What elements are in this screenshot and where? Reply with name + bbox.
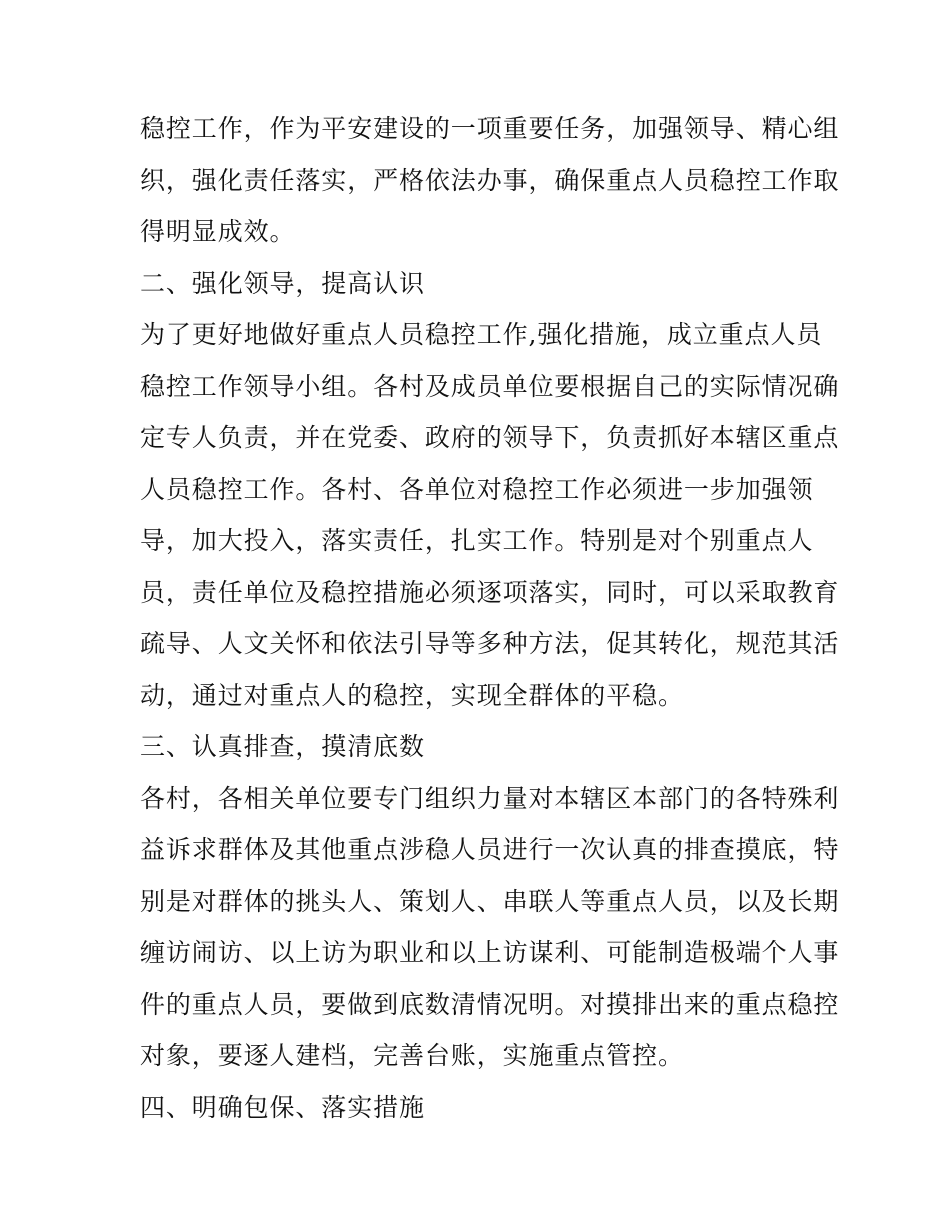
body-text-line: 人员稳控工作。各村、各单位对稳控工作必须进一步加强领 bbox=[140, 474, 814, 504]
body-text-line: 各村，各相关单位要专门组织力量对本辖区本部门的各特殊利 bbox=[140, 783, 840, 813]
document-body bbox=[140, 103, 840, 1133]
body-text-line: 导，加大投入，落实责任，扎实工作。特别是对个别重点人 bbox=[140, 526, 814, 555]
body-text-line: 别是对群体的挑头人、策划人、串联人等重点人员，以及长期 bbox=[140, 886, 840, 916]
body-text-line: 件的重点人员，要做到底数清情况明。对摸排出来的重点稳控 bbox=[140, 989, 840, 1019]
section-heading-2: 二、强化领导，提高认识 bbox=[140, 268, 425, 298]
body-text-line: 动，通过对重点人的稳控，实现全群体的平稳。 bbox=[140, 680, 684, 710]
body-text-line: 为了更好地做好重点人员稳控工作,强化措施，成立重点人员 bbox=[140, 320, 823, 349]
body-text-line: 疏导、人文关怀和依法引导等多种方法，促其转化，规范其活 bbox=[140, 629, 840, 658]
section-heading-4: 四、明确包保、落实措施 bbox=[140, 1092, 425, 1122]
body-text-line: 稳控工作，作为平安建设的一项重要任务，加强领导、精心组 bbox=[140, 114, 840, 143]
body-text-line: 员，责任单位及稳控措施必须逐项落实，同时，可以采取教育 bbox=[140, 577, 840, 607]
body-text-line: 缠访闹访、以上访为职业和以上访谋利、可能制造极端个人事 bbox=[140, 938, 840, 967]
body-text-line: 对象，要逐人建档，完善台账，实施重点管控。 bbox=[140, 1041, 684, 1070]
body-text-line: 定专人负责，并在党委、政府的领导下，负责抓好本辖区重点 bbox=[140, 423, 840, 452]
body-text-line: 织，强化责任落实，严格依法办事，确保重点人员稳控工作取 bbox=[140, 165, 840, 195]
body-text-line: 得明显成效。 bbox=[140, 217, 296, 246]
body-text-line: 稳控工作领导小组。各村及成员单位要根据自己的实际情况确 bbox=[140, 371, 840, 401]
section-heading-3: 三、认真排查，摸清底数 bbox=[140, 732, 425, 761]
body-text-line: 益诉求群体及其他重点涉稳人员进行一次认真的排查摸底，特 bbox=[140, 835, 840, 864]
